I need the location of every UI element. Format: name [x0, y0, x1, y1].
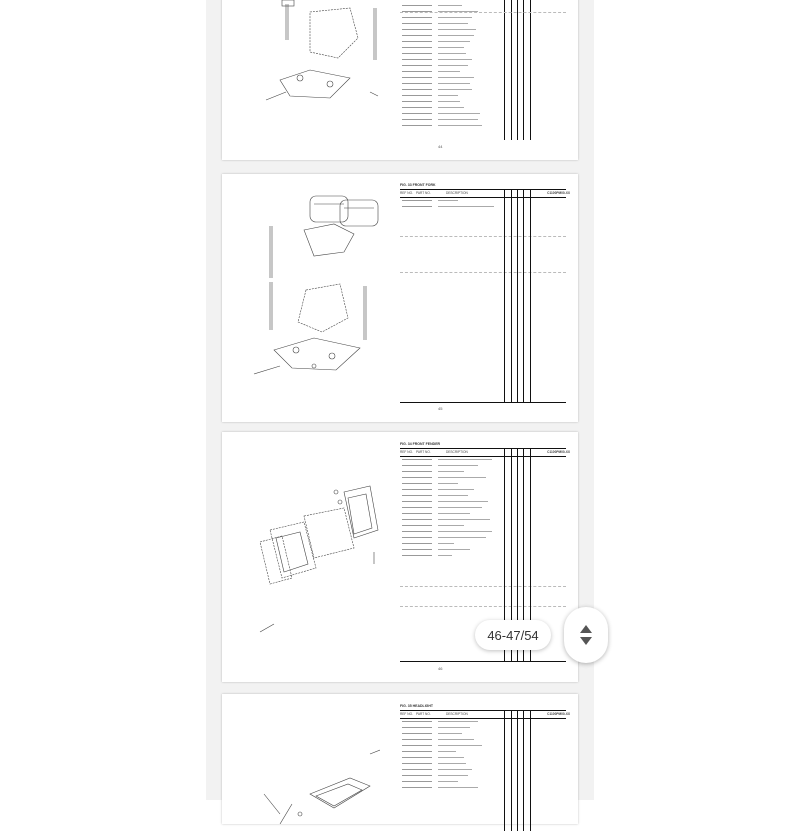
- parts-diagram: [240, 472, 380, 642]
- page-counter: [475, 620, 551, 650]
- table-row: [402, 118, 498, 121]
- table-row: [402, 554, 498, 557]
- table-row: [402, 28, 498, 31]
- page-number: 44: [438, 144, 443, 149]
- figure-title: FIG. 35 HEADLIGHT: [400, 704, 434, 708]
- model-code: C1100PM00-XX: [547, 450, 570, 454]
- header-rule: [400, 456, 566, 457]
- table-row: [402, 100, 498, 103]
- table-row: [402, 732, 498, 735]
- table-row: [402, 738, 498, 741]
- scroll-button[interactable]: [564, 607, 608, 663]
- table-row: [402, 64, 498, 67]
- table-row: [402, 488, 498, 491]
- table-row: [402, 199, 498, 202]
- header-rule: [400, 197, 566, 198]
- table-row: [402, 750, 498, 753]
- table-row: [402, 124, 498, 127]
- model-code: C1100PM00-XX: [547, 712, 570, 716]
- page-number: 45: [438, 406, 443, 411]
- model-code: C1100PM00-XX: [547, 191, 570, 195]
- parts-diagram: [240, 190, 380, 386]
- table-row: [402, 46, 498, 49]
- table-row: [402, 94, 498, 97]
- table-row: [402, 518, 498, 521]
- column-header-part: PART NO.: [416, 450, 431, 454]
- table-row: [402, 726, 498, 729]
- table-row: [402, 494, 498, 497]
- figure-title: FIG. 33 FRONT FORK: [400, 183, 436, 187]
- column-header-ref: REF NO.: [400, 191, 413, 195]
- table-row: [402, 58, 498, 61]
- column-rules: [504, 711, 540, 831]
- table-row: [402, 22, 498, 25]
- table-row: [402, 82, 498, 85]
- table-row: [402, 205, 498, 208]
- footer-rule: [400, 661, 566, 662]
- table-row: [402, 530, 498, 533]
- table-row: [402, 512, 498, 515]
- table-row: [402, 720, 498, 723]
- table-row: [402, 542, 498, 545]
- table-row: [402, 744, 498, 747]
- table-row: [402, 756, 498, 759]
- table-row: [402, 506, 498, 509]
- column-header-ref: REF NO.: [400, 450, 413, 454]
- figure-title: FIG. 34 FRONT FENDER: [400, 442, 441, 446]
- table-row: [402, 762, 498, 765]
- table-row: [402, 774, 498, 777]
- document-page: [222, 174, 578, 422]
- header-rule: [400, 189, 566, 190]
- table-row: [402, 76, 498, 79]
- header-rule: [400, 718, 566, 719]
- document-page: [222, 694, 578, 824]
- column-rules: [504, 190, 540, 402]
- table-row: [402, 780, 498, 783]
- table-row: [402, 106, 498, 109]
- column-header-description: DESCRIPTION: [446, 450, 468, 454]
- table-row: [402, 88, 498, 91]
- table-row: [402, 482, 498, 485]
- table-row: [402, 548, 498, 551]
- page-counter-label: 46-47/54: [487, 627, 539, 643]
- table-row: [402, 500, 498, 503]
- table-row: [402, 10, 498, 13]
- table-row: [402, 112, 498, 115]
- header-rule: [400, 710, 566, 711]
- column-header-part: PART NO.: [416, 712, 431, 716]
- footer-rule: [400, 402, 566, 403]
- table-row: [402, 476, 498, 479]
- table-row: [402, 536, 498, 539]
- column-rules: [504, 0, 540, 140]
- column-header-description: DESCRIPTION: [446, 712, 468, 716]
- table-row: [402, 70, 498, 73]
- divider: [400, 272, 566, 273]
- updown-arrows-icon: [579, 623, 593, 647]
- column-header-part: PART NO.: [416, 191, 431, 195]
- column-header-description: DESCRIPTION: [446, 191, 468, 195]
- parts-diagram: [240, 734, 380, 824]
- parts-diagram: [240, 0, 380, 130]
- table-row: [402, 40, 498, 43]
- table-row: [402, 52, 498, 55]
- divider: [400, 606, 566, 607]
- table-row: [402, 34, 498, 37]
- table-row: [402, 464, 498, 467]
- header-rule: [400, 448, 566, 449]
- column-header-ref: REF NO.: [400, 712, 413, 716]
- table-row: [402, 786, 498, 789]
- table-row: [402, 4, 498, 7]
- document-page: [222, 0, 578, 160]
- table-row: [402, 458, 498, 461]
- page-number: 46: [438, 666, 443, 671]
- table-row: [402, 524, 498, 527]
- table-row: [402, 470, 498, 473]
- table-row: [402, 768, 498, 771]
- table-row: [402, 16, 498, 19]
- divider: [400, 586, 566, 587]
- divider: [400, 236, 566, 237]
